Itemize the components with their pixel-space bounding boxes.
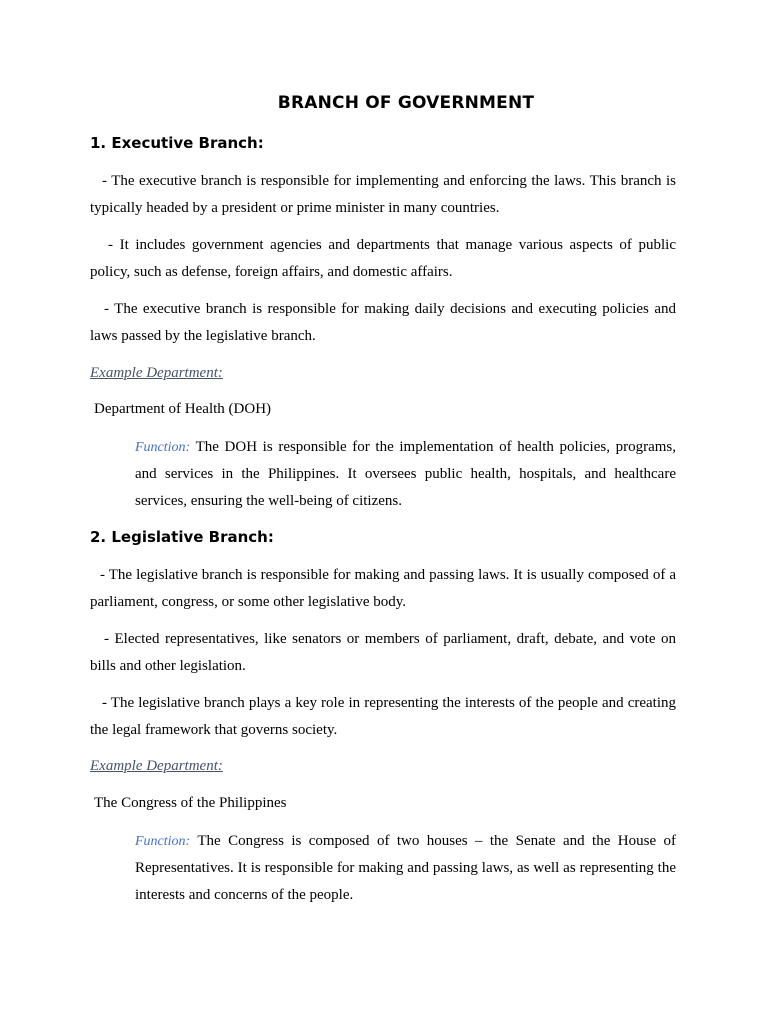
executive-paragraph-2: - It includes government agencies and departments that manage various aspects of public policy, such as defense, foreign affairs, and domestic affairs. bbox=[90, 237, 676, 280]
legislative-department-name: The Congress of the Philippines bbox=[94, 795, 287, 811]
executive-function-text: The DOH is responsible for the implementation of health policies, programs, and services in the Philippines. It oversees public health, hospitals, and healthcare services, ensuring the well-being of citizens. bbox=[135, 439, 677, 509]
executive-function-label: Function: bbox=[135, 440, 191, 455]
executive-department-name: Department of Health (DOH) bbox=[94, 401, 272, 417]
legislative-function-label: Function: bbox=[135, 834, 191, 849]
section-heading-executive: 1. Executive Branch: bbox=[90, 134, 264, 152]
legislative-paragraph-2: - Elected representatives, like senators or members of parliament, draft, debate, and vote on bills and other legislation. bbox=[90, 631, 676, 674]
executive-function-paragraph bbox=[135, 434, 676, 515]
executive-paragraph-1: - The executive branch is responsible for implementing and enforcing the laws. This branch is typically headed by a president or prime minister in many countries. bbox=[90, 173, 676, 216]
legislative-function-text: The Congress is composed of two houses – the Senate and the House of Representatives. It is responsible for making and passing laws, as well as representing the interests and concerns of the people. bbox=[135, 833, 677, 903]
document-title: BRANCH OF GOVERNMENT bbox=[277, 93, 535, 113]
legislative-paragraph-3: - The legislative branch plays a key role in representing the interests of the people and creating the legal framework that governs society. bbox=[90, 695, 676, 738]
legislative-function-paragraph bbox=[135, 828, 676, 909]
executive-paragraph-3: - The executive branch is responsible for making daily decisions and executing policies and laws passed by the legislative branch. bbox=[90, 301, 676, 344]
legislative-paragraph-1: - The legislative branch is responsible for making and passing laws. It is usually composed of a parliament, congress, or some other legislative body. bbox=[90, 567, 676, 610]
section-heading-legislative: 2. Legislative Branch: bbox=[90, 528, 274, 546]
executive-example-label: Example Department: bbox=[90, 365, 223, 381]
legislative-example-label: Example Department: bbox=[90, 758, 223, 774]
